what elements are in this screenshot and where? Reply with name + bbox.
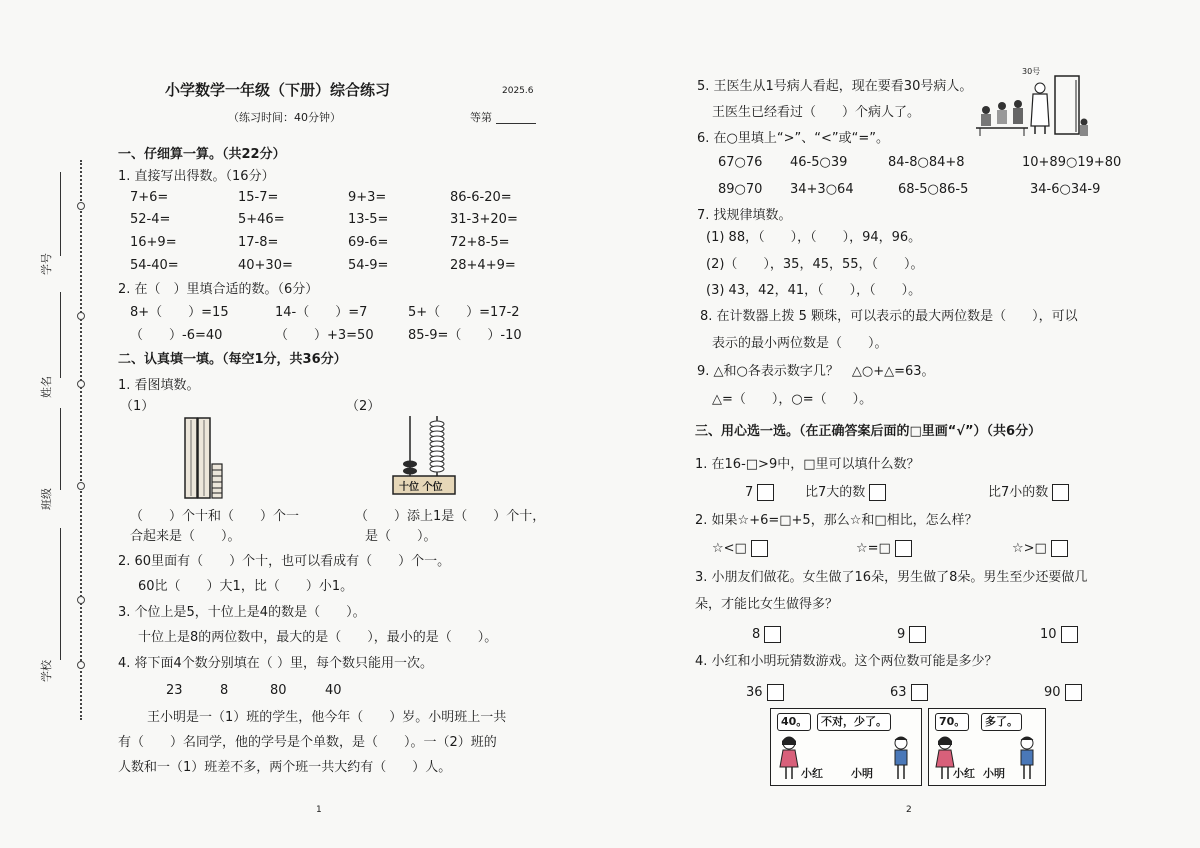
choice-label: 36: [746, 684, 763, 700]
sub-question-label: （2）: [346, 399, 381, 414]
exam-date: 2025.6: [502, 86, 534, 96]
character-name: 小明: [983, 767, 1005, 780]
answer-box[interactable]: [869, 484, 886, 501]
part2-q9-line2: △=（ ），○=（ ）。: [712, 392, 873, 407]
character-name: 小红: [801, 767, 823, 780]
sub2-line2: 是（ ）。: [365, 529, 437, 544]
part2-q9-line1: 9. △和○各表示数字几？ △○+△=63。: [697, 364, 935, 379]
comic-panel-1: [770, 708, 922, 786]
choice-label: ☆>□: [1012, 540, 1047, 556]
girl-figure: [777, 735, 801, 781]
answer-box[interactable]: [1061, 626, 1078, 643]
calc-item: 72+8-5=: [450, 235, 510, 250]
answer-box[interactable]: [911, 684, 928, 701]
choice-label: 7: [745, 484, 754, 500]
stick-bundles-image: [180, 414, 230, 504]
doctor-clinic-image: [972, 66, 1092, 138]
part2-q7-prompt: 7. 找规律填数。: [697, 208, 792, 223]
compare-item: 84-8○84+8: [888, 155, 965, 170]
compare-item: 68-5○86-5: [898, 182, 969, 197]
room-number-sign: 30号: [1022, 67, 1041, 76]
binding-dotted-line: [80, 160, 82, 720]
calc-item: 86-6-20=: [450, 190, 512, 205]
part3-q2-prompt: 2. 如果☆+6=□+5，那么☆和□相比，怎么样？: [695, 513, 978, 528]
answer-box[interactable]: [767, 684, 784, 701]
part3-q3-prompt-line1: 3. 小朋友们做花。女生做了16朵，男生做了8朵。男生至少还要做几: [695, 570, 1088, 585]
part2-q3-line2: 十位上是8的两位数中，最大的是（ ），最小的是（ ）。: [138, 630, 498, 645]
story-line: 有（ ）名同学，他的学号是个单数，是（ ）。一（2）班的: [118, 735, 497, 750]
calc-item: 13-5=: [348, 212, 389, 227]
choice-label: 10: [1040, 626, 1057, 642]
calc-item: 16+9=: [130, 235, 177, 250]
fill-blank-item: （ ）+3=50: [275, 328, 374, 343]
calc-item: 31-3+20=: [450, 212, 518, 227]
pattern-line: (1) 88，（ ），（ ），94，96。: [706, 230, 922, 245]
part2-q2-line1: 2. 60里面有（ ）个十，也可以看成有（ ）个一。: [118, 554, 451, 569]
character-name: 小明: [851, 767, 873, 780]
calc-item: 69-6=: [348, 235, 389, 250]
choice-option[interactable]: [1044, 684, 1082, 701]
given-number: 80: [270, 683, 287, 698]
choice-option[interactable]: [1012, 540, 1068, 557]
boy-figure: [1015, 735, 1039, 781]
part3-q3-prompt-line2: 朵，才能比女生做得多？: [695, 597, 839, 612]
compare-item: 67○76: [718, 155, 763, 170]
choice-option[interactable]: [856, 540, 912, 557]
choice-option[interactable]: [746, 684, 784, 701]
part3-q4-prompt: 4. 小红和小明玩猜数游戏。这个两位数可能是多少？: [695, 654, 998, 669]
name-label: 姓名: [40, 376, 53, 398]
given-number: 23: [166, 683, 183, 698]
part2-q8-line1: 8. 在计数器上拨 5 颗珠，可以表示的最大两位数是（ ），可以: [700, 309, 1078, 324]
name-line: [60, 292, 61, 378]
sub2-line1: （ ）添上1是（ ）个十，: [355, 509, 546, 524]
binding-mark: [77, 312, 85, 320]
choice-option[interactable]: [897, 626, 926, 643]
class-line: [60, 408, 61, 490]
page-number: 2: [906, 805, 912, 815]
answer-box[interactable]: [909, 626, 926, 643]
binding-mark: [77, 661, 85, 669]
choice-option[interactable]: [1040, 626, 1078, 643]
pattern-line: (2)（ ），35，45，55，（ ）。: [706, 257, 924, 272]
student-number-line: [60, 172, 61, 256]
part2-q6-prompt: 6. 在○里填上“>”、“<”或“=”。: [697, 131, 889, 146]
time-note: （练习时间：40分钟）: [228, 111, 341, 124]
abacus-place-label: 十位 个位: [399, 482, 443, 493]
part2-heading: 二、认真填一填。（每空1分，共36分）: [118, 352, 347, 367]
answer-box[interactable]: [1051, 540, 1068, 557]
given-number: 40: [325, 683, 342, 698]
fill-blank-item: 8+（ ）=15: [130, 305, 229, 320]
part1-heading: 一、仔细算一算。（共22分）: [118, 147, 286, 162]
answer-box[interactable]: [764, 626, 781, 643]
binding-mark: [77, 202, 85, 210]
part2-q4-prompt: 4. 将下面4个数分别填在（ ）里，每个数只能用一次。: [118, 656, 433, 671]
choice-label: 比7大的数: [805, 484, 866, 500]
sub1-line1: （ ）个十和（ ）个一: [130, 509, 300, 524]
part2-q1-prompt: 1. 看图填数。: [118, 378, 200, 393]
speech-bubble: 70。: [935, 713, 969, 731]
binding-mark: [77, 380, 85, 388]
school-line: [60, 528, 61, 660]
calc-item: 5+46=: [238, 212, 285, 227]
choice-label: 8: [752, 626, 761, 642]
answer-box[interactable]: [895, 540, 912, 557]
compare-item: 10+89○19+80: [1022, 155, 1122, 170]
compare-item: 34-6○34-9: [1030, 182, 1101, 197]
part3-q1-prompt: 1. 在16-□>9中，□里可以填什么数？: [695, 457, 920, 472]
calc-item: 7+6=: [130, 190, 169, 205]
part2-q2-line2: 60比（ ）大1，比（ ）小1。: [138, 579, 354, 594]
answer-box[interactable]: [751, 540, 768, 557]
binding-mark: [77, 482, 85, 490]
compare-item: 89○70: [718, 182, 763, 197]
page-number: 1: [316, 805, 322, 815]
compare-item: 34+3○64: [790, 182, 854, 197]
calc-item: 28+4+9=: [450, 258, 516, 273]
story-line: 人数和一（1）班差不多，两个班一共大约有（ ）人。: [118, 760, 452, 775]
comic-panel-2: [928, 708, 1046, 786]
character-name: 小红: [953, 767, 975, 780]
binding-mark: [77, 596, 85, 604]
choice-label: 90: [1044, 684, 1061, 700]
part2-q5-line1: 5. 王医生从1号病人看起，现在要看30号病人。: [697, 79, 973, 94]
grade-blank: [496, 123, 536, 124]
part1-q1-prompt: 1. 直接写出得数。（16分）: [118, 169, 275, 184]
calc-item: 52-4=: [130, 212, 171, 227]
grade-label: 等第: [470, 111, 492, 124]
class-label: 班级: [40, 488, 53, 510]
part2-q8-line2: 表示的最小两位数是（ ）。: [712, 336, 888, 351]
speech-bubble: 40。: [777, 713, 811, 731]
fill-blank-item: 85-9=（ ）-10: [408, 328, 522, 343]
fill-blank-item: （ ）-6=40: [130, 328, 223, 343]
exam-title: 小学数学一年级（下册）综合练习: [165, 81, 391, 99]
choice-option[interactable]: [988, 484, 1069, 501]
speech-bubble: 多了。: [981, 713, 1022, 731]
part3-heading: 三、用心选一选。（在正确答案后面的□里画“√”）（共6分）: [695, 424, 1042, 439]
calc-item: 54-40=: [130, 258, 179, 273]
part2-q3-line1: 3. 个位上是5，十位上是4的数是（ ）。: [118, 605, 366, 620]
calc-item: 40+30=: [238, 258, 293, 273]
part2-q5-line2: 王医生已经看过（ ）个病人了。: [712, 105, 921, 120]
choice-label: ☆<□: [712, 540, 747, 556]
speech-bubble: 不对，少了。: [817, 713, 891, 731]
choice-option[interactable]: [745, 484, 774, 501]
student-number-label: 学号: [40, 253, 53, 275]
choice-label: 63: [890, 684, 907, 700]
part1-q2-prompt: 2. 在（ ）里填合适的数。（6分）: [118, 282, 319, 297]
choice-label: ☆=□: [856, 540, 891, 556]
sub-question-label: （1）: [120, 399, 155, 414]
choice-label: 比7小的数: [988, 484, 1049, 500]
calc-item: 9+3=: [348, 190, 387, 205]
answer-box[interactable]: [757, 484, 774, 501]
fill-blank-item: 5+（ ）=17-2: [408, 305, 520, 320]
story-line: 王小明是一（1）班的学生，他今年（ ）岁。小明班上一共: [147, 710, 507, 725]
sub1-line2: 合起来是（ ）。: [130, 529, 241, 544]
choice-option[interactable]: [890, 684, 928, 701]
school-label: 学校: [40, 660, 53, 682]
calc-item: 54-9=: [348, 258, 389, 273]
calc-item: 15-7=: [238, 190, 279, 205]
choice-option[interactable]: [805, 484, 886, 501]
choice-label: 9: [897, 626, 906, 642]
boy-figure: [889, 735, 913, 781]
fill-blank-item: 14-（ ）=7: [275, 305, 368, 320]
choice-option[interactable]: [712, 540, 768, 557]
given-number: 8: [220, 683, 229, 698]
pattern-line: (3) 43，42，41，（ ），（ ）。: [706, 283, 922, 298]
answer-box[interactable]: [1052, 484, 1069, 501]
answer-box[interactable]: [1065, 684, 1082, 701]
abacus-image: [390, 412, 460, 498]
compare-item: 46-5○39: [790, 155, 848, 170]
choice-option[interactable]: [752, 626, 781, 643]
calc-item: 17-8=: [238, 235, 279, 250]
